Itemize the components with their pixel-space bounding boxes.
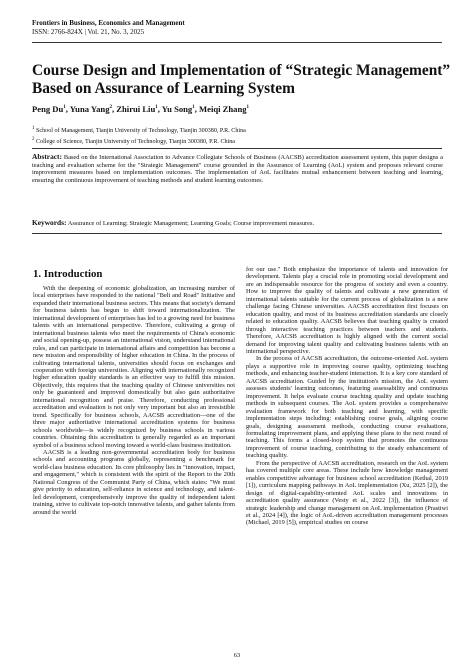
author-name: Peng Du [32,104,64,114]
journal-header [32,19,185,37]
author-name: Meiqi Zhang [199,104,247,114]
author-affil-mark: 1 [63,105,66,111]
abstract [32,153,443,184]
author-affil-mark: 2 [109,105,112,111]
journal-issn: ISSN: 2766-824X | Vol. 21, No. 3, 2025 [32,28,145,36]
author-list: Peng Du$^1$, Yuna Yang$^2$, Zhirui Liu$^1$, Yu Song$^1$, Meiqi Zhang$^1$ [32,104,250,114]
abstract-text: Based on the International Association to Advance Collegiate Schools of Business (AACSB) accreditation assessment system, this paper designs a teaching and evaluation scheme for the "Strategic Management" course grounded in the Assurance of Learning (AoL) system and proposes relevant course improvement measures based on implementation outcomes. The implementation of AoL facilitates mutual enhancement between teaching and learning, ensuring the continuous improvement of teaching methods and student learning outcomes. [32,154,443,184]
affiliation [32,136,235,146]
affiliation-mark: 1 [32,126,35,131]
author-affil-mark: 1 [192,105,195,111]
keywords-label: Keywords: [32,218,67,227]
abstract-top-rule [32,148,442,149]
body-paragraph: With the deepening of economic globalization, an increasing number of local enterprises have responded to the national "Belt and Road" Initiative and expanded their international business sectors. This means that society's demand for business talents has begun to shift toward internationalization. The international development of enterprises has led to a growing need for business talents with an international perspective. Therefore, cultivating a group of international business talents who meet the requirements of China's economic and social opening-up, possess an international vision, understand international rules, and can participate in international affairs and competition has become a new mission and responsibility of higher education in China. In the process of cultivating international talents, universities should focus on exchanges and cooperation with foreign universities. Aligning with internationally recognized higher education quality standards is an effective way to fulfill this mission. Objectively, this requires that the teaching quality of Chinese universities not only be guaranteed and improved domestically but also gain authoritative international recognition and praise. Therefore, conducting professional accreditation and evaluation is not only very important but also an irresistible trend. Specifically for business schools, AACSB accreditation—one of the three major authoritative international accreditation systems for business schools worldwide—is widely recognized by business schools in various countries. Obtaining this accreditation is generally regarded as an important symbol of a business school moving toward a world-class business institution. [33,285,235,449]
affiliation [32,125,246,135]
journal-name: Frontiers in Business, Economics and Management [32,19,185,27]
paper-title: Course Design and Implementation of “Strategic Management” Based on Assurance of Learning System [32,62,451,97]
abstract-label: Abstract: [32,152,62,161]
affiliation-text: School of Management, Tianjin University of Technology, Tianjin 300380, P.R. China [36,128,246,135]
header-rule [32,42,442,43]
keywords-bottom-rule [32,233,442,234]
page-number: 63 [233,652,241,659]
author-affil-mark: 1 [246,105,250,111]
author-affil-mark: 1 [155,105,158,111]
left-column [33,268,235,516]
body-paragraph: From the perspective of AACSB accreditation, research on the AoL system has covered multiple core areas. These include how knowledge management enables competitive advantage for business school accreditation (Kethal, 2019 [1]), curriculum mapping pathways in AoL implementation (Xu, 2025 [2]), the design of digital-capability-oriented AoL scales and innovations in accreditation quality assurance (Vesty et al., 2022 [3]), the influence of strategic leadership and change management on AoL implementation (Prastiwi et al., 2024 [4]), the logic of AoL-driven accreditation management processes (Michael, 2019 [5]), empirical studies on course [246,459,448,527]
right-column [246,266,448,527]
author-name: Yuna Yang [69,104,110,114]
keywords [32,219,443,228]
body-paragraph: for our use." Both emphasize the importance of talents and innovation for development. Talents play a crucial role in promoting social development and are an indispensable resource for the progress of society and even a country. How to improve the quality of talents and cultivate a new generation of international talents suitable for the current process of globalization is a new challenge facing Chinese universities. AACSB accreditation first focuses on education quality, and most of its business accreditation standards are closely related to education quality. AACSB believes that teaching quality is created through interactive teaching practices between teachers and students. Therefore, AACSB accreditation is highly aligned with the current social demand for improving talent quality and cultivating business talents with an international perspective. [246,266,448,355]
body-paragraph: In the process of AACSB accreditation, the outcome-oriented AoL system plays a supportive role in improving course quality, optimizing teaching methods, and enhancing teacher-student interaction. It is a key core standard of AACSB accreditation. Guided by the institution's mission, the AoL system assesses students' learning outcomes, featuring assessability and continuous improvement. It helps evaluate course teaching quality and update teaching methods in subsequent courses. The AoL system provides a comprehensive evaluation framework for both teaching and learning, with specific implementation steps including: establishing course goals, aligning course goals, designing assessment methods, conducting course evaluations, formulating improvement plans, and applying these plans to the next round of teaching. This forms a closed-loop system that promotes the continuous improvement of course teaching, contributing to the steady enhancement of teaching quality. [246,355,448,460]
affiliation-text: College of Science, Tianjin University of Technology, Tianjin 300380, P.R. China [36,139,236,146]
keywords-text: Assurance of Learning; Strategic Management; Learning Goals; Course improvement measures. [67,220,315,227]
body-paragraph: AACSB is a leading non-governmental accreditation body for business schools and accounting programs globally, representing a benchmark for world-class business education. Its core philosophy lies in "innovation, impact, and engagement," which is consistent with the spirit of the Report to the 20th National Congress of the Communist Party of China, which states: "We must give priority to education, self-reliance in science and technology, and talent-led development, comprehensively improve the quality of independent talent training, strive to cultivate top-notch innovative talents, and gather talents from around the world [33,448,235,516]
section-heading: 1. Introduction [33,268,103,280]
affiliation-mark: 2 [32,137,35,142]
author-name: Yu Song [161,104,193,114]
author-name: Zhirui Liu [116,104,156,114]
